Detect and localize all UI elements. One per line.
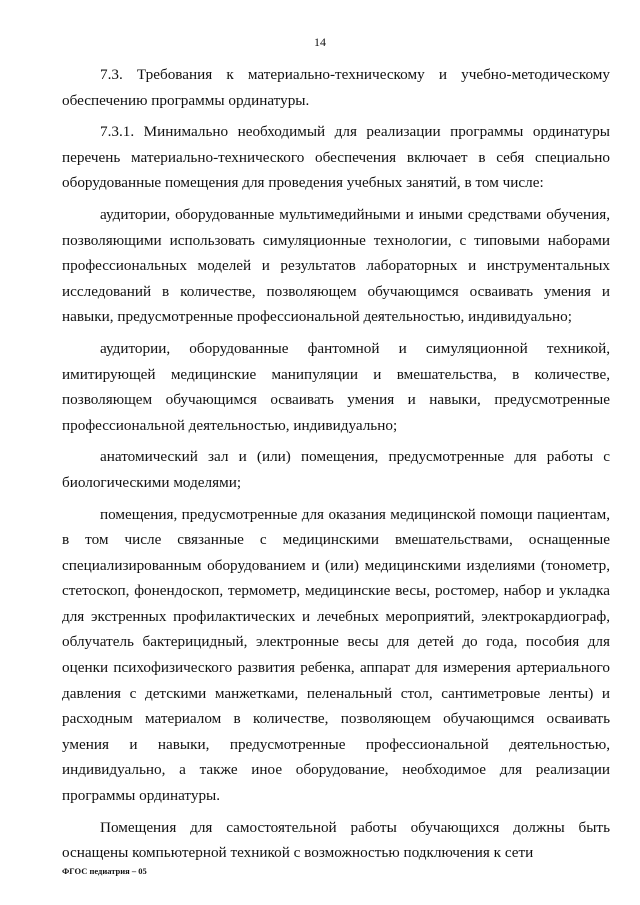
paragraph-anatomy-hall: анатомический зал и (или) помещения, предусмотренные для работы с биологическими моделями; [62, 448, 610, 491]
page-number: 14 [314, 35, 326, 49]
paragraph-section-7-3: 7.3. Требования к материально-техническому и учебно-методическому обеспечению программы ординатуры. [62, 66, 610, 109]
paragraph-self-study-rooms: Помещения для самостоятельной работы обучающихся должны быть оснащены компьютерной техникой с возможностью подключения к сети [62, 818, 610, 862]
document-body [62, 62, 610, 866]
paragraph-multimedia-auditoriums: аудитории, оборудованные мультимедийными и иными средствами обучения, позволяющими использовать симуляционные технологии, с типовыми наборами профессиональных моделей и результатов лабораторных и инструментальных исследований в количестве, позволяющем обучающимся осваивать умения и навыки, предусмотренные профессиональной деятельностью, индивидуально; [62, 205, 610, 326]
paragraph-section-7-3-1: 7.3.1. Минимально необходимый для реализации программы ординатуры перечень материально-технического обеспечения включает в себя специально оборудованные помещения для проведения учебных занятий, в том числе: [62, 123, 610, 192]
footer-document-code: ФГОС педиатрия – 05 [62, 866, 147, 876]
paragraph-medical-rooms: помещения, предусмотренные для оказания медицинской помощи пациентам, в том числе связанные с медицинскими вмешательствами, оснащенные специализированным оборудованием и (или) медицинскими изделиями (тонометр, стетоскоп, фонендоскоп, термометр, медицинские весы, ростомер, набор и укладка для экстренных профилактических и лечебных мероприятий, электрокардиограф, облучатель бактерицидный, электронные весы для детей до года, пособия для оценки психофизического развития ребенка, аппарат для измерения артериального давления с детскими манжетками, пеленальный стол, сантиметровые ленты) и расходным материалом в количестве, позволяющем обучающимся осваивать умения и навыки, предусмотренные профессиональной деятельностью, индивидуально, а также иное оборудование, необходимое для реализации программы ординатуры. [62, 505, 610, 805]
paragraph-phantom-auditoriums: аудитории, оборудованные фантомной и симуляционной техникой, имитирующей медицинские манипуляции и вмешательства, в количестве, позволяющем обучающимся осваивать умения и навыки, предусмотренные профессиональной деятельностью, индивидуально; [62, 339, 610, 434]
